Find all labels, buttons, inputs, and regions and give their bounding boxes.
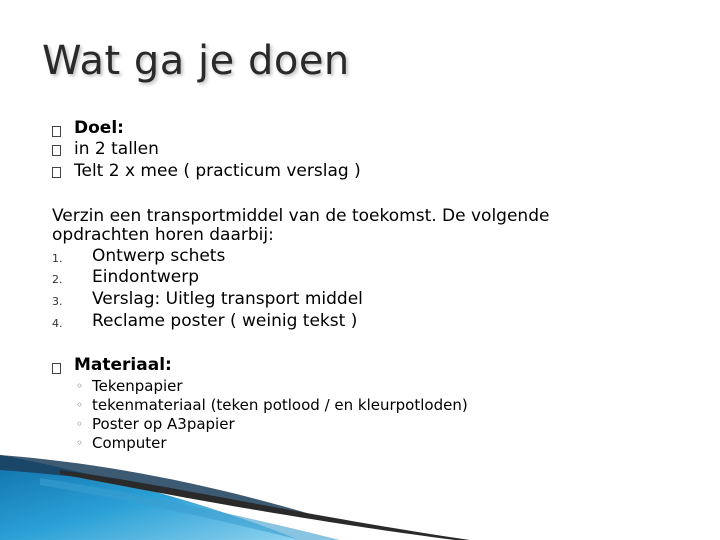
bullet-doel: Doel: — [74, 118, 124, 138]
square-bullet-icon — [52, 145, 61, 156]
numbered-item: Verslag: Uitleg transport middel — [92, 289, 363, 309]
square-bullet-icon — [52, 363, 61, 374]
material-heading: Materiaal: — [74, 355, 172, 375]
ring-bullet-icon: ◦ — [76, 379, 84, 393]
list-number: 3. — [52, 295, 63, 308]
square-bullet-icon — [52, 126, 61, 137]
bullet-tallen: in 2 tallen — [74, 139, 159, 159]
slide-title: Wat ga je doen — [42, 38, 350, 84]
ring-bullet-icon: ◦ — [76, 436, 84, 450]
list-number: 2. — [52, 273, 63, 286]
material-item: Tekenpapier — [92, 377, 183, 395]
intro-line-2: opdrachten horen daarbij: — [52, 225, 274, 245]
numbered-item: Reclame poster ( weinig tekst ) — [92, 311, 358, 331]
material-item: Poster op A3papier — [92, 415, 235, 433]
list-number: 1. — [52, 252, 63, 265]
bullet-telt: Telt 2 x mee ( practicum verslag ) — [74, 161, 361, 181]
numbered-item: Eindontwerp — [92, 267, 200, 287]
numbered-item: Ontwerp schets — [92, 246, 226, 266]
square-bullet-icon — [52, 167, 61, 178]
ring-bullet-icon: ◦ — [76, 417, 84, 431]
material-item: tekenmateriaal (teken potlood / en kleurpotloden) — [92, 396, 468, 414]
ring-bullet-icon: ◦ — [76, 398, 84, 412]
intro-line-1: Verzin een transportmiddel van de toekomst. De volgende — [52, 206, 550, 226]
list-number: 4. — [52, 317, 63, 330]
material-item: Computer — [92, 434, 167, 452]
